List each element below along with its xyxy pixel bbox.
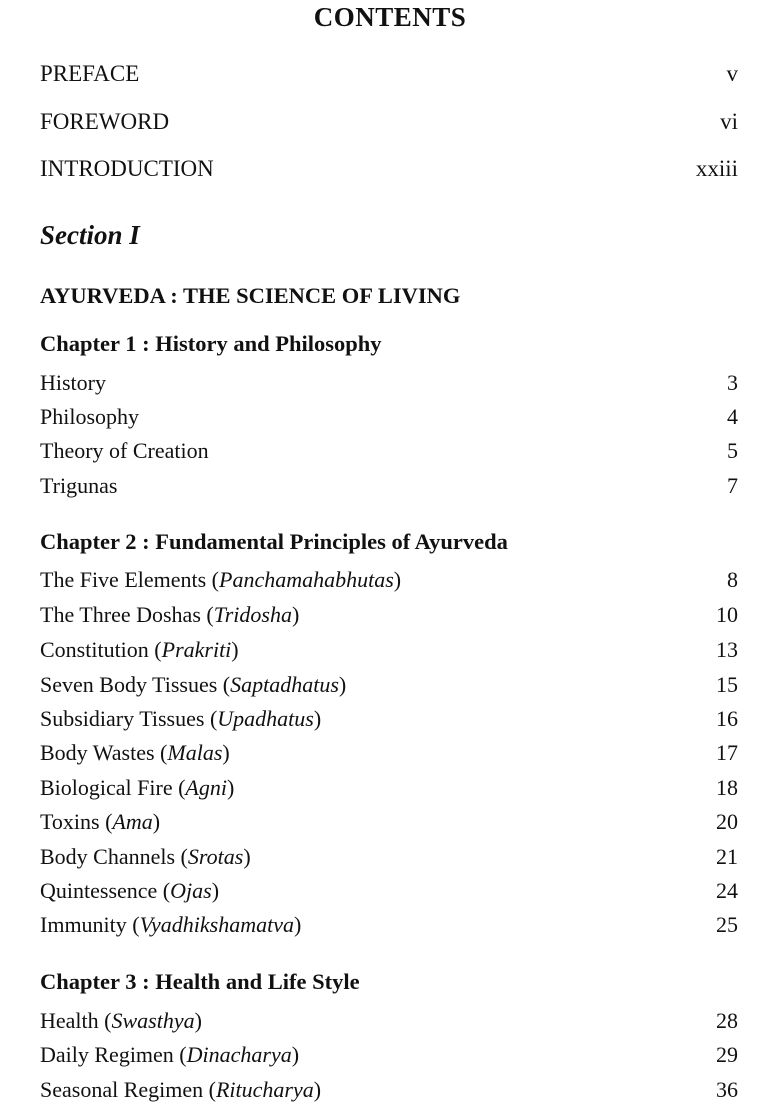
toc-entry[interactable]	[40, 1007, 738, 1035]
toc-entry[interactable]	[40, 403, 738, 431]
entry-page: 13	[716, 637, 738, 662]
entry-label: The Five Elements (Panchamahabhutas)	[40, 567, 402, 592]
page-title: CONTENTS	[313, 2, 467, 32]
toc-entry[interactable]	[40, 911, 738, 939]
entry-page: 8	[727, 567, 738, 592]
entry-page: 18	[716, 775, 738, 800]
entry-page: 20	[716, 809, 738, 834]
entry-page: 16	[716, 706, 738, 731]
entry-page: 21	[716, 844, 738, 869]
entry-label: Constitution (Prakriti)	[40, 637, 239, 662]
toc-entry[interactable]	[40, 877, 738, 905]
entry-page: 28	[716, 1008, 738, 1033]
entry-label: FOREWORD	[40, 109, 170, 134]
entry-page: 5	[727, 438, 738, 463]
entry-page: v	[726, 61, 738, 86]
entry-label: Philosophy	[40, 404, 140, 429]
entry-label: History	[40, 370, 106, 395]
entry-page: 15	[716, 672, 738, 697]
entry-label: Health (Swasthya)	[40, 1008, 202, 1033]
toc-entry[interactable]	[40, 739, 738, 767]
entry-label: Trigunas	[40, 473, 118, 498]
entry-label: Daily Regimen (Dinacharya)	[40, 1042, 300, 1067]
entry-page: 3	[727, 370, 738, 395]
entry-label: Body Wastes (Malas)	[40, 740, 230, 765]
entry-label: Immunity (Vyadhikshamatva)	[40, 912, 302, 937]
toc-entry[interactable]	[40, 1041, 738, 1069]
entry-page: 25	[716, 912, 738, 937]
entry-label: Biological Fire (Agni)	[40, 775, 235, 800]
toc-entry[interactable]	[40, 472, 738, 500]
entry-label: Toxins (Ama)	[40, 809, 161, 834]
entry-page: 7	[727, 473, 738, 498]
entry-label: Body Channels (Srotas)	[40, 844, 251, 869]
toc-entry[interactable]	[40, 705, 738, 733]
chapter-heading: Chapter 3 : Health and Life Style	[40, 969, 360, 994]
toc-entry-preface[interactable]	[40, 60, 738, 88]
entry-page: 29	[716, 1042, 738, 1067]
toc-entry[interactable]	[40, 808, 738, 836]
entry-label: Quintessence (Ojas)	[40, 878, 220, 903]
toc-entry[interactable]	[40, 1076, 738, 1104]
entry-page: xxiii	[695, 156, 738, 181]
toc-entry[interactable]	[40, 437, 738, 465]
entry-label: INTRODUCTION	[40, 156, 214, 181]
entry-page: 4	[727, 404, 738, 429]
entry-label: Seven Body Tissues (Saptadhatus)	[40, 672, 347, 697]
toc-entry[interactable]	[40, 671, 738, 699]
entry-page: 10	[716, 602, 738, 627]
entry-page: vi	[720, 109, 738, 134]
toc-entry[interactable]	[40, 774, 738, 802]
entry-page: 36	[716, 1077, 738, 1102]
toc-entry[interactable]	[40, 566, 738, 594]
entry-label: PREFACE	[40, 61, 140, 86]
toc-entry[interactable]	[40, 601, 738, 629]
entry-label: Theory of Creation	[40, 438, 209, 463]
entry-label: Subsidiary Tissues (Upadhatus)	[40, 706, 322, 731]
section-label: Section I	[40, 220, 140, 250]
toc-entry[interactable]	[40, 843, 738, 871]
section-heading: AYURVEDA : THE SCIENCE OF LIVING	[40, 283, 461, 308]
entry-page: 17	[716, 740, 738, 765]
chapter-heading: Chapter 1 : History and Philosophy	[40, 331, 382, 356]
entry-label: The Three Doshas (Tridosha)	[40, 602, 300, 627]
toc-entry-introduction[interactable]	[40, 155, 738, 183]
toc-entry-foreword[interactable]	[40, 108, 738, 136]
chapter-heading: Chapter 2 : Fundamental Principles of Ayurveda	[40, 529, 508, 554]
toc-entry[interactable]	[40, 636, 738, 664]
entry-label: Seasonal Regimen (Ritucharya)	[40, 1077, 322, 1102]
entry-page: 24	[716, 878, 738, 903]
toc-entry[interactable]	[40, 369, 738, 397]
